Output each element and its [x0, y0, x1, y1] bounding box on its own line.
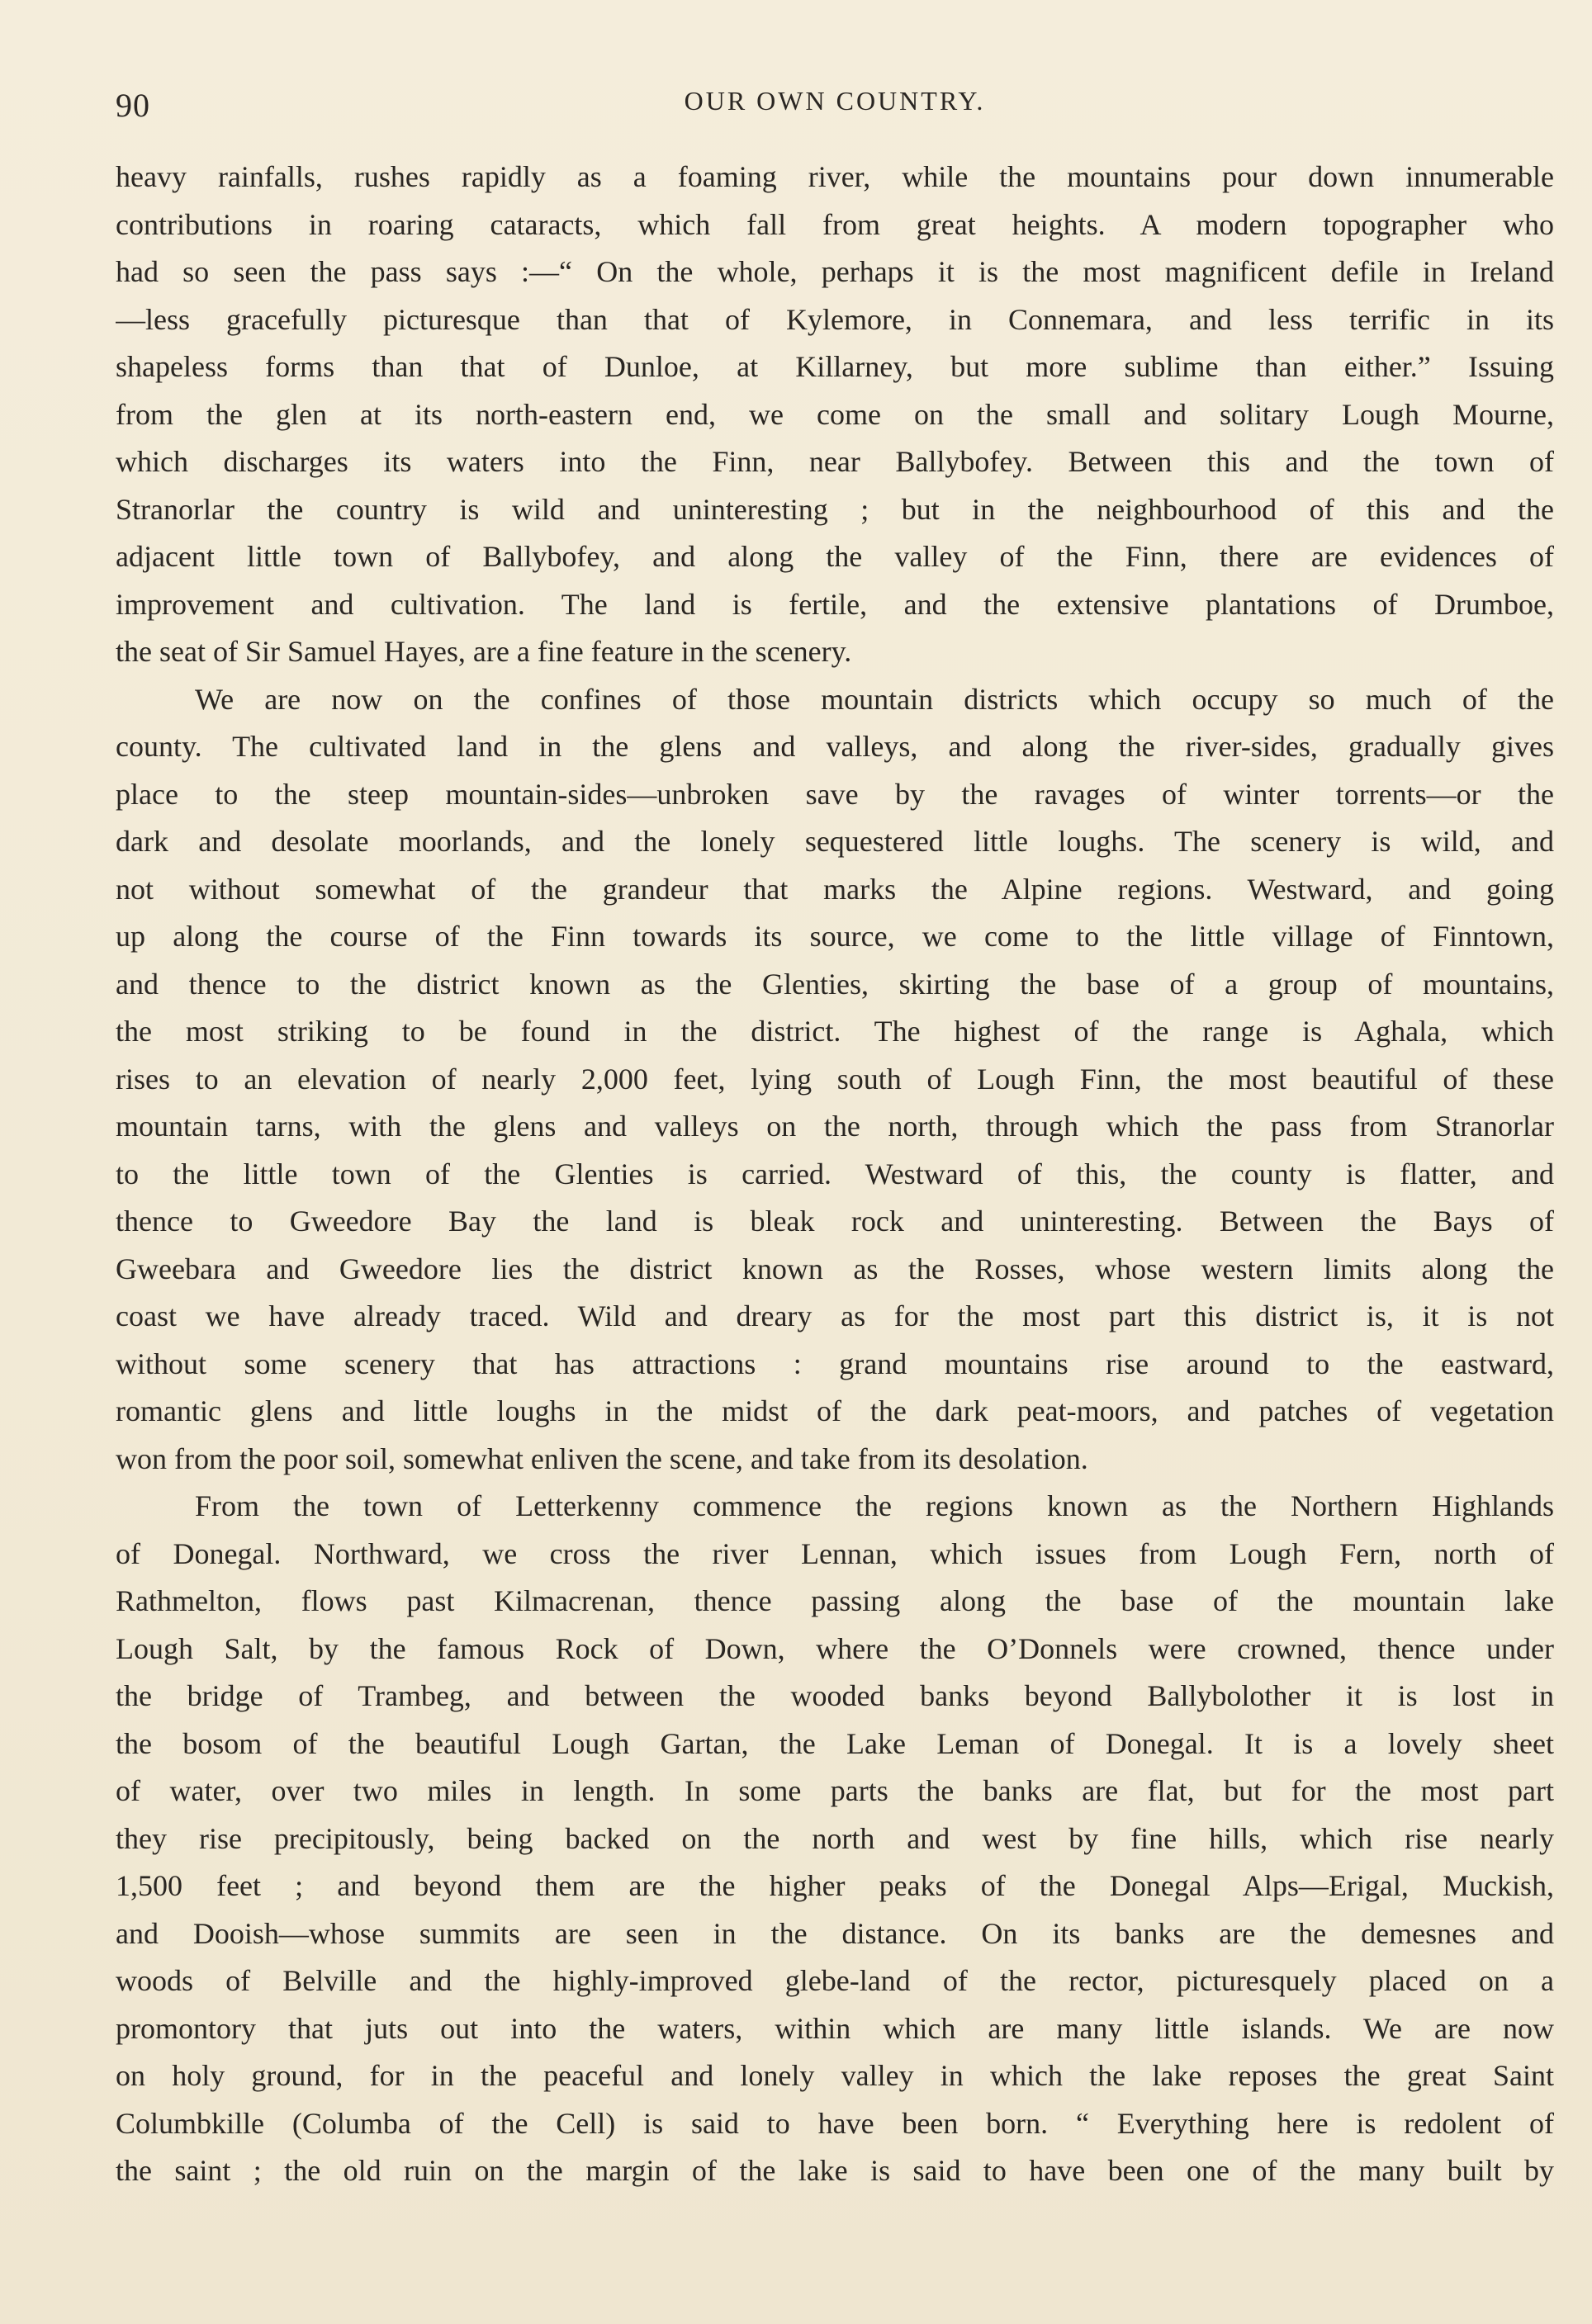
text-line: place to the steep mountain-sides—unbroken save by the ravages of winter torrents—or the	[116, 777, 1554, 811]
text-line: up along the course of the Finn towards its source, we come to the little village of Finntown,	[116, 920, 1554, 953]
text-line: won from the poor soil, somewhat enliven the scene, and take from its desolation.	[116, 1441, 1088, 1475]
page-number: 90	[116, 87, 150, 124]
text-line: they rise precipitously, being backed on the north and west by fine hills, which rise nearly	[116, 1821, 1554, 1855]
body-text	[116, 154, 1554, 2195]
text-line: Columbkille (Columba of the Cell) is said to have been born. “ Everything here is redolent of	[116, 2106, 1554, 2140]
text-line: the saint ; the old ruin on the margin of the lake is said to have been one of the many built by	[116, 2154, 1554, 2187]
text-line: and thence to the district known as the Glenties, skirting the base of a group of mountains,	[116, 967, 1554, 1001]
text-line: rises to an elevation of nearly 2,000 feet, lying south of Lough Finn, the most beautiful of these	[116, 1062, 1554, 1096]
text-line: mountain tarns, with the glens and valleys on the north, through which the pass from Stranorlar	[116, 1110, 1554, 1143]
text-line: We are now on the confines of those mountain districts which occupy so much of the	[195, 682, 1554, 716]
text-line: the most striking to be found in the district. The highest of the range is Aghala, which	[116, 1015, 1554, 1048]
paragraph	[116, 154, 1554, 676]
text-line: heavy rainfalls, rushes rapidly as a foaming river, while the mountains pour down innumerable	[116, 160, 1554, 193]
text-line: to the little town of the Glenties is carried. Westward of this, the county is flatter, and	[116, 1157, 1554, 1190]
text-line: romantic glens and little loughs in the midst of the dark peat-moors, and patches of vegetation	[116, 1394, 1554, 1427]
text-line: —less gracefully picturesque than that of Kylemore, in Connemara, and less terrific in its	[116, 302, 1554, 336]
running-head	[116, 83, 1554, 132]
text-line: shapeless forms than that of Dunloe, at Killarney, but more sublime than either.” Issuing	[116, 350, 1554, 383]
text-line: 1,500 feet ; and beyond them are the higher peaks of the Donegal Alps—Erigal, Muckish,	[116, 1869, 1554, 1902]
text-line: Stranorlar the country is wild and uninteresting ; but in the neighbourhood of this and the	[116, 492, 1554, 526]
text-line: the seat of Sir Samuel Hayes, are a fine feature in the scenery.	[116, 635, 852, 668]
text-line: county. The cultivated land in the glens and valleys, and along the river-sides, gradually gives	[116, 730, 1554, 763]
text-line: Gweebara and Gweedore lies the district known as the Rosses, whose western limits along the	[116, 1252, 1554, 1285]
text-line: the bridge of Trambeg, and between the wooded banks beyond Ballybolother it is lost in	[116, 1679, 1554, 1712]
text-line: Lough Salt, by the famous Rock of Down, where the O’Donnels were crowned, thence under	[116, 1631, 1554, 1665]
text-line: coast we have already traced. Wild and dreary as for the most part this district is, it is not	[116, 1299, 1554, 1332]
paragraph	[116, 1483, 1554, 2195]
text-line: which discharges its waters into the Finn, near Ballybofey. Between this and the town of	[116, 445, 1554, 478]
text-line: of water, over two miles in length. In some parts the banks are flat, but for the most part	[116, 1774, 1554, 1807]
text-line: of Donegal. Northward, we cross the river Lennan, which issues from Lough Fern, north of	[116, 1536, 1554, 1570]
text-line: the bosom of the beautiful Lough Gartan, the Lake Leman of Donegal. It is a lovely sheet	[116, 1726, 1554, 1760]
text-line: Rathmelton, flows past Kilmacrenan, thence passing along the base of the mountain lake	[116, 1584, 1554, 1617]
text-line: on holy ground, for in the peaceful and lonely valley in which the lake reposes the great Saint	[116, 2059, 1554, 2092]
text-line: dark and desolate moorlands, and the lonely sequestered little loughs. The scenery is wild, and	[116, 825, 1554, 858]
text-line: not without somewhat of the grandeur that marks the Alpine regions. Westward, and going	[116, 872, 1554, 906]
text-line: had so seen the pass says :—“ On the whole, perhaps it is the most magnificent defile in Ireland	[116, 255, 1554, 288]
text-line: improvement and cultivation. The land is fertile, and the extensive plantations of Drumboe,	[116, 587, 1554, 621]
text-line: and Dooish—whose summits are seen in the distance. On its banks are the demesnes and	[116, 1916, 1554, 1950]
text-line: from the glen at its north-eastern end, we come on the small and solitary Lough Mourne,	[116, 397, 1554, 431]
running-title: OUR OWN COUNTRY.	[684, 86, 986, 116]
paragraph	[116, 676, 1554, 1484]
text-line: contributions in roaring cataracts, which fall from great heights. A modern topographer who	[116, 207, 1554, 241]
text-line: adjacent little town of Ballybofey, and along the valley of the Finn, there are evidences of	[116, 540, 1554, 573]
text-line: thence to Gweedore Bay the land is bleak rock and uninteresting. Between the Bays of	[116, 1205, 1554, 1238]
text-line: without some scenery that has attractions : grand mountains rise around to the eastward,	[116, 1347, 1554, 1380]
text-line: woods of Belville and the highly-improved glebe-land of the rector, picturesquely placed on a	[116, 1964, 1554, 1997]
text-line: From the town of Letterkenny commence the regions known as the Northern Highlands	[195, 1489, 1554, 1522]
text-line: promontory that juts out into the waters, within which are many little islands. We are now	[116, 2011, 1554, 2045]
